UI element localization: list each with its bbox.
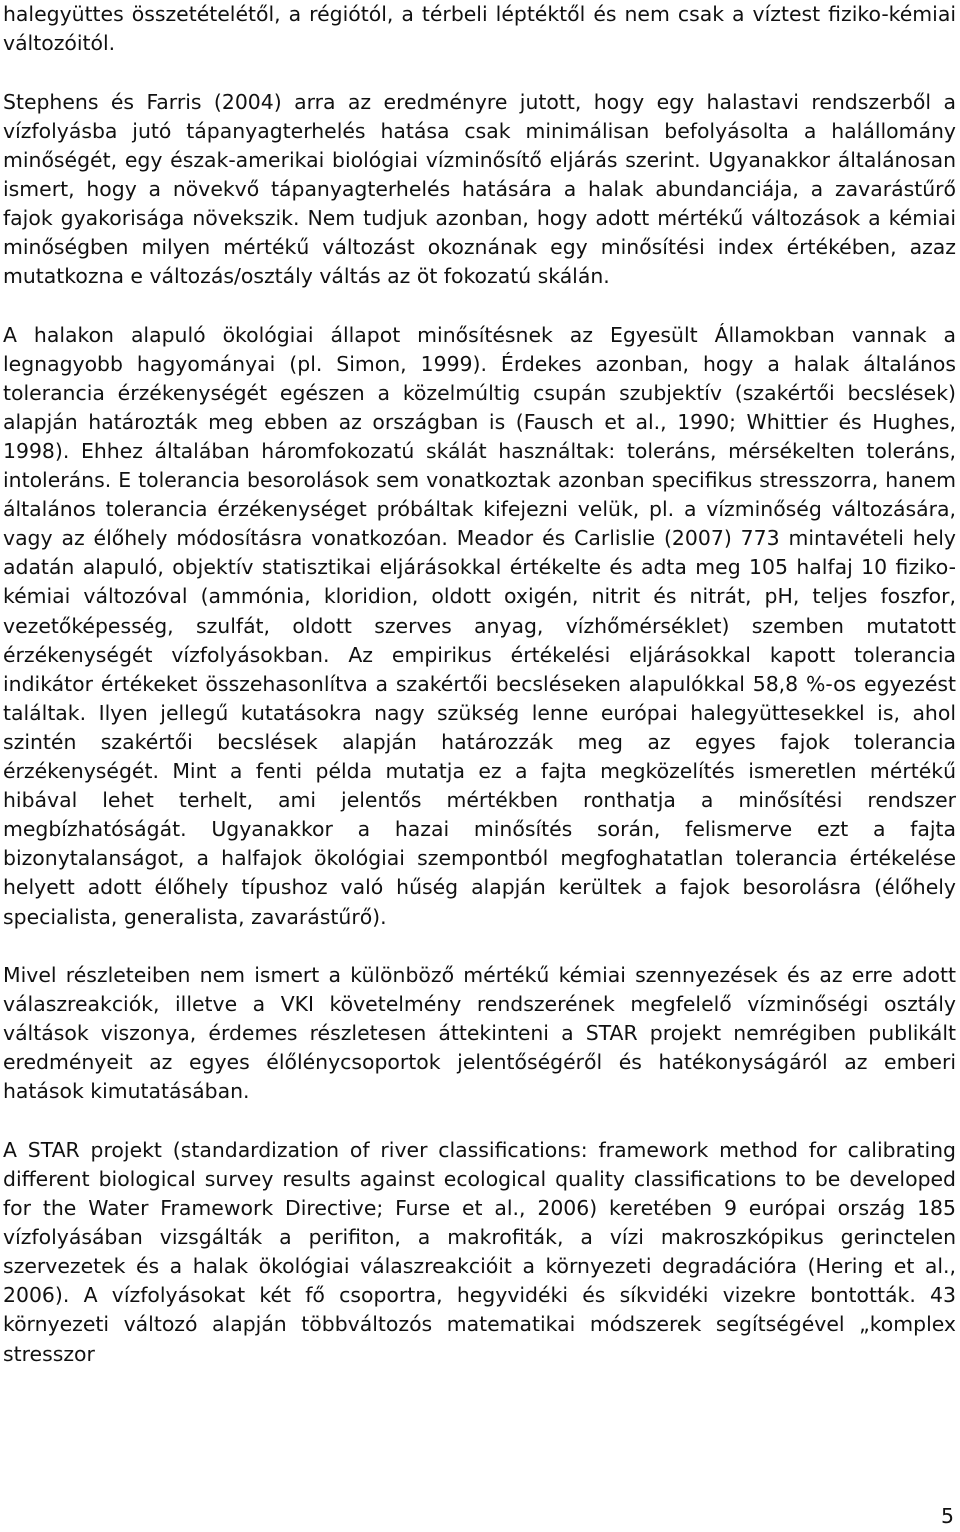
paragraph-spacer — [3, 1106, 956, 1135]
paragraph-spacer — [3, 932, 956, 961]
paragraph-3: A halakon alapuló ökológiai állapot minősítésnek az Egyesült Államokban vannak a legnagyobb hagyományai (pl. Simon, 1999). Érdekes azonban, hogy a halak általános tolerancia érzékenységét egészen a közelmúltig csupán szubjektív (szakértői becslések) alapján határozták meg ebben az országban is (Fausch et al., 1990; Whittier és Hughes, 1998). Ehhez általában háromfokozatú skálát használtak: toleráns, mérsékelten toleráns, intoleráns. E tolerancia besorolások sem vonatkoztak azonban specifikus stresszorra, hanem általános tolerancia érzékenységet próbáltak kifejezni velük, pl. a vízminőség változására, vagy az élőhely módosításra vonatkozóan. Meador és Carlislie (2007) 773 mintavételi hely adatán alapuló, objektív statisztikai eljárásokkal értékelte és adta meg 105 halfaj 10 fiziko-kémiai változóval (ammónia, kloridion, oldott oxigén, nitrit és nitrát, pH, teljes foszfor, vezetőképesség, szulfát, oldott szerves anyag, vízhőmérséklet) szemben mutatott érzékenységét vízfolyásokban. Az empirikus értékelési eljárásokkal kapott tolerancia indikátor értékeket összehasonlítva a szakértői becsléseken alapulókkal 58,8 %-os egyezést találtak. Ilyen jellegű kutatásokra nagy szükség lenne európai halegyüttesekkel is, ahol szintén szakértői becslések alapján határozzák meg az egyes fajok tolerancia érzékenységét. Mint a fenti példa mutatja ez a fajta megközelítés ismeretlen mértékű hibával lehet terhelt, ami jelentős mértékben ronthatja a minősítési rendszer megbízhatóságát. Ugyanakkor a hazai minősítés során, felismerve ezt a fajta bizonytalanságot, a halfajok ökológiai szempontból megfoghatatlan tolerancia értékelése helyett adott élőhely típushoz való hűség alapján kerültek a fajok besorolásra (élőhely specialista, generalista, zavarástűrő). — [3, 322, 956, 929]
paragraph-spacer — [3, 58, 956, 87]
paragraph-1: halegyüttes összetételétől, a régiótól, a térbeli léptéktől és nem csak a víztest fiziko-kémiai változóitól. — [3, 2, 956, 56]
paragraph-spacer — [3, 291, 956, 320]
paragraph-2: Stephens és Farris (2004) arra az eredményre jutott, hogy egy halastavi rendszerből a vízfolyásba jutó tápanyagterhelés hatása csak minimálisan befolyásolta a halállomány minőségét, egy észak-amerikai biológiai vízminősítő eljárás szerint. Ugyanakkor általánosan ismert, hogy a növekvő tápanyagterhelés hatására a halak abundanciája, a zavarástűrő fajok gyakorisága növekszik. Nem tudjuk azonban, hogy adott mértékű változások a kémiai minőségben milyen mértékű változást okoznának egy minősítési index értékében, azaz mutatkozna e változás/osztály váltás az öt fokozatú skálán. — [3, 89, 956, 289]
page-number: 5 — [941, 1504, 954, 1528]
paragraph-4: Mivel részleteiben nem ismert a különböző mértékű kémiai szennyezések és az erre adott válaszreakciók, illetve a VKI követelmény rendszerének megfelelő vízminőségi osztály váltások viszonya, érdemes részletesen áttekinteni a STAR projekt nemrégiben publikált eredményeit az egyes élőlénycsoportok jelentőségéről és hatékonyságáról az emberi hatások kimutatásában. — [3, 962, 956, 1104]
document-page — [3, 0, 956, 1369]
paragraph-5: A STAR projekt (standardization of river classifications: framework method for calibrating different biological survey results against ecological quality classifications to be developed for the Water Framework Directive; Furse et al., 2006) keretében 9 európai ország 185 vízfolyásában vizsgálták a perifiton, a makrofiták, a vízi makroszkópikus gerinctelen szervezetek és a halak ökológiai válaszreakcióit a környezeti degradációra (Hering et al., 2006). A vízfolyásokat két fő csoportra, hegyvidéki és síkvidéki vizekre bontották. 43 környezeti változó alapján többváltozós matematikai módszerek segítségével „komplex stresszor — [3, 1137, 956, 1366]
